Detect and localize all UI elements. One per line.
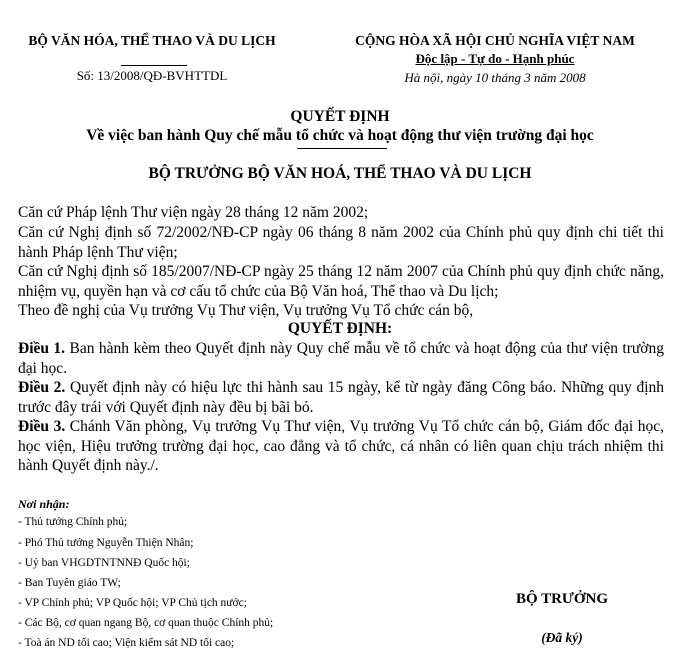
country-name: CỘNG HÒA XÃ HỘI CHỦ NGHĨA VIỆT NAM: [355, 33, 635, 48]
document-type: QUYẾT ĐỊNH: [290, 108, 390, 125]
ministry-underline: [121, 65, 187, 66]
signature-status: (Đã ký): [541, 630, 583, 645]
preamble-3: Căn cứ Nghị định số 185/2007/NĐ-CP ngày 25 tháng 12 năm 2007 của Chính phủ quy định chức năng, nhiệm vụ, quyền hạn và cơ cấu tổ chức của Bộ Văn hoá, Thể thao và Du lịch;: [18, 263, 664, 300]
recipient-item: - Thủ tướng Chính phủ;: [18, 516, 128, 528]
article-3-label: Điều 3.: [18, 418, 66, 435]
decision-heading: QUYẾT ĐỊNH:: [287, 320, 393, 337]
article-1-text: Ban hành kèm theo Quyết định này Quy chế mẫu về tổ chức và hoạt động của thư viện trường đại học.: [18, 340, 664, 377]
ministry-name: BỘ VĂN HÓA, THỂ THAO VÀ DU LỊCH: [28, 33, 276, 48]
article-2-text: Quyết định này có hiệu lực thi hành sau 15 ngày, kể từ ngày đăng Công báo. Những quy định trước đây trái với Quyết định này đều bị bãi bỏ.: [18, 379, 665, 416]
issuer-title: BỘ TRƯỞNG BỘ VĂN HOÁ, THỂ THAO VÀ DU LỊCH: [148, 165, 532, 182]
recipient-item: - Uỷ ban VHGDTNTNNĐ Quốc hội;: [18, 557, 190, 569]
preamble-1: Căn cứ Pháp lệnh Thư viện ngày 28 tháng 12 năm 2002;: [18, 204, 369, 221]
recipient-item: - VP Chính phủ; VP Quốc hội; VP Chủ tịch nước;: [18, 597, 247, 609]
preamble-4: Theo đề nghị của Vụ trưởng Vụ Thư viện, Vụ trưởng Vụ Tổ chức cán bộ,: [18, 302, 474, 319]
document-number: Số: 13/2008/QĐ-BVHTTDL: [76, 68, 228, 83]
subject-underline: [297, 148, 387, 149]
recipients-heading: Nơi nhận:: [18, 497, 70, 511]
article-3: [18, 417, 664, 476]
article-1-label: Điều 1.: [18, 340, 66, 357]
recipient-item: - Toà án ND tối cao; Viện kiểm sát ND tối cao;: [18, 637, 235, 649]
place-date: Hà nội, ngày 10 tháng 3 năm 2008: [404, 70, 586, 85]
article-2-label: Điều 2.: [18, 379, 66, 396]
signature-title: BỘ TRƯỞNG: [515, 591, 609, 607]
article-2: [18, 378, 664, 417]
recipient-item: - Các Bộ, cơ quan ngang Bộ, cơ quan thuộc Chính phủ;: [18, 617, 274, 629]
recipient-item: - Ban Tuyên giáo TW;: [18, 577, 121, 589]
article-1: [18, 339, 664, 378]
preamble-2: Căn cứ Nghị định số 72/2002/NĐ-CP ngày 06 tháng 8 năm 2002 của Chính phủ quy định chi tiết thi hành Pháp lệnh Thư viện;: [18, 224, 664, 261]
document-subject: Về việc ban hành Quy chế mẫu tổ chức và hoạt động thư viện trường đại học: [86, 127, 594, 144]
recipient-item: - Phó Thủ tướng Nguyễn Thiện Nhân;: [18, 537, 194, 549]
national-motto: Độc lập - Tự do - Hạnh phúc: [415, 51, 575, 66]
article-3-text: Chánh Văn phòng, Vụ trưởng Vụ Thư viện, Vụ trưởng Vụ Tổ chức cán bộ, Giám đốc đại học, học viện, Hiệu trưởng trường đại học, cao đẳng và tổ chức, cá nhân có liên quan chịu trách nhiệm thi hành Quyết định này./.: [18, 418, 665, 474]
